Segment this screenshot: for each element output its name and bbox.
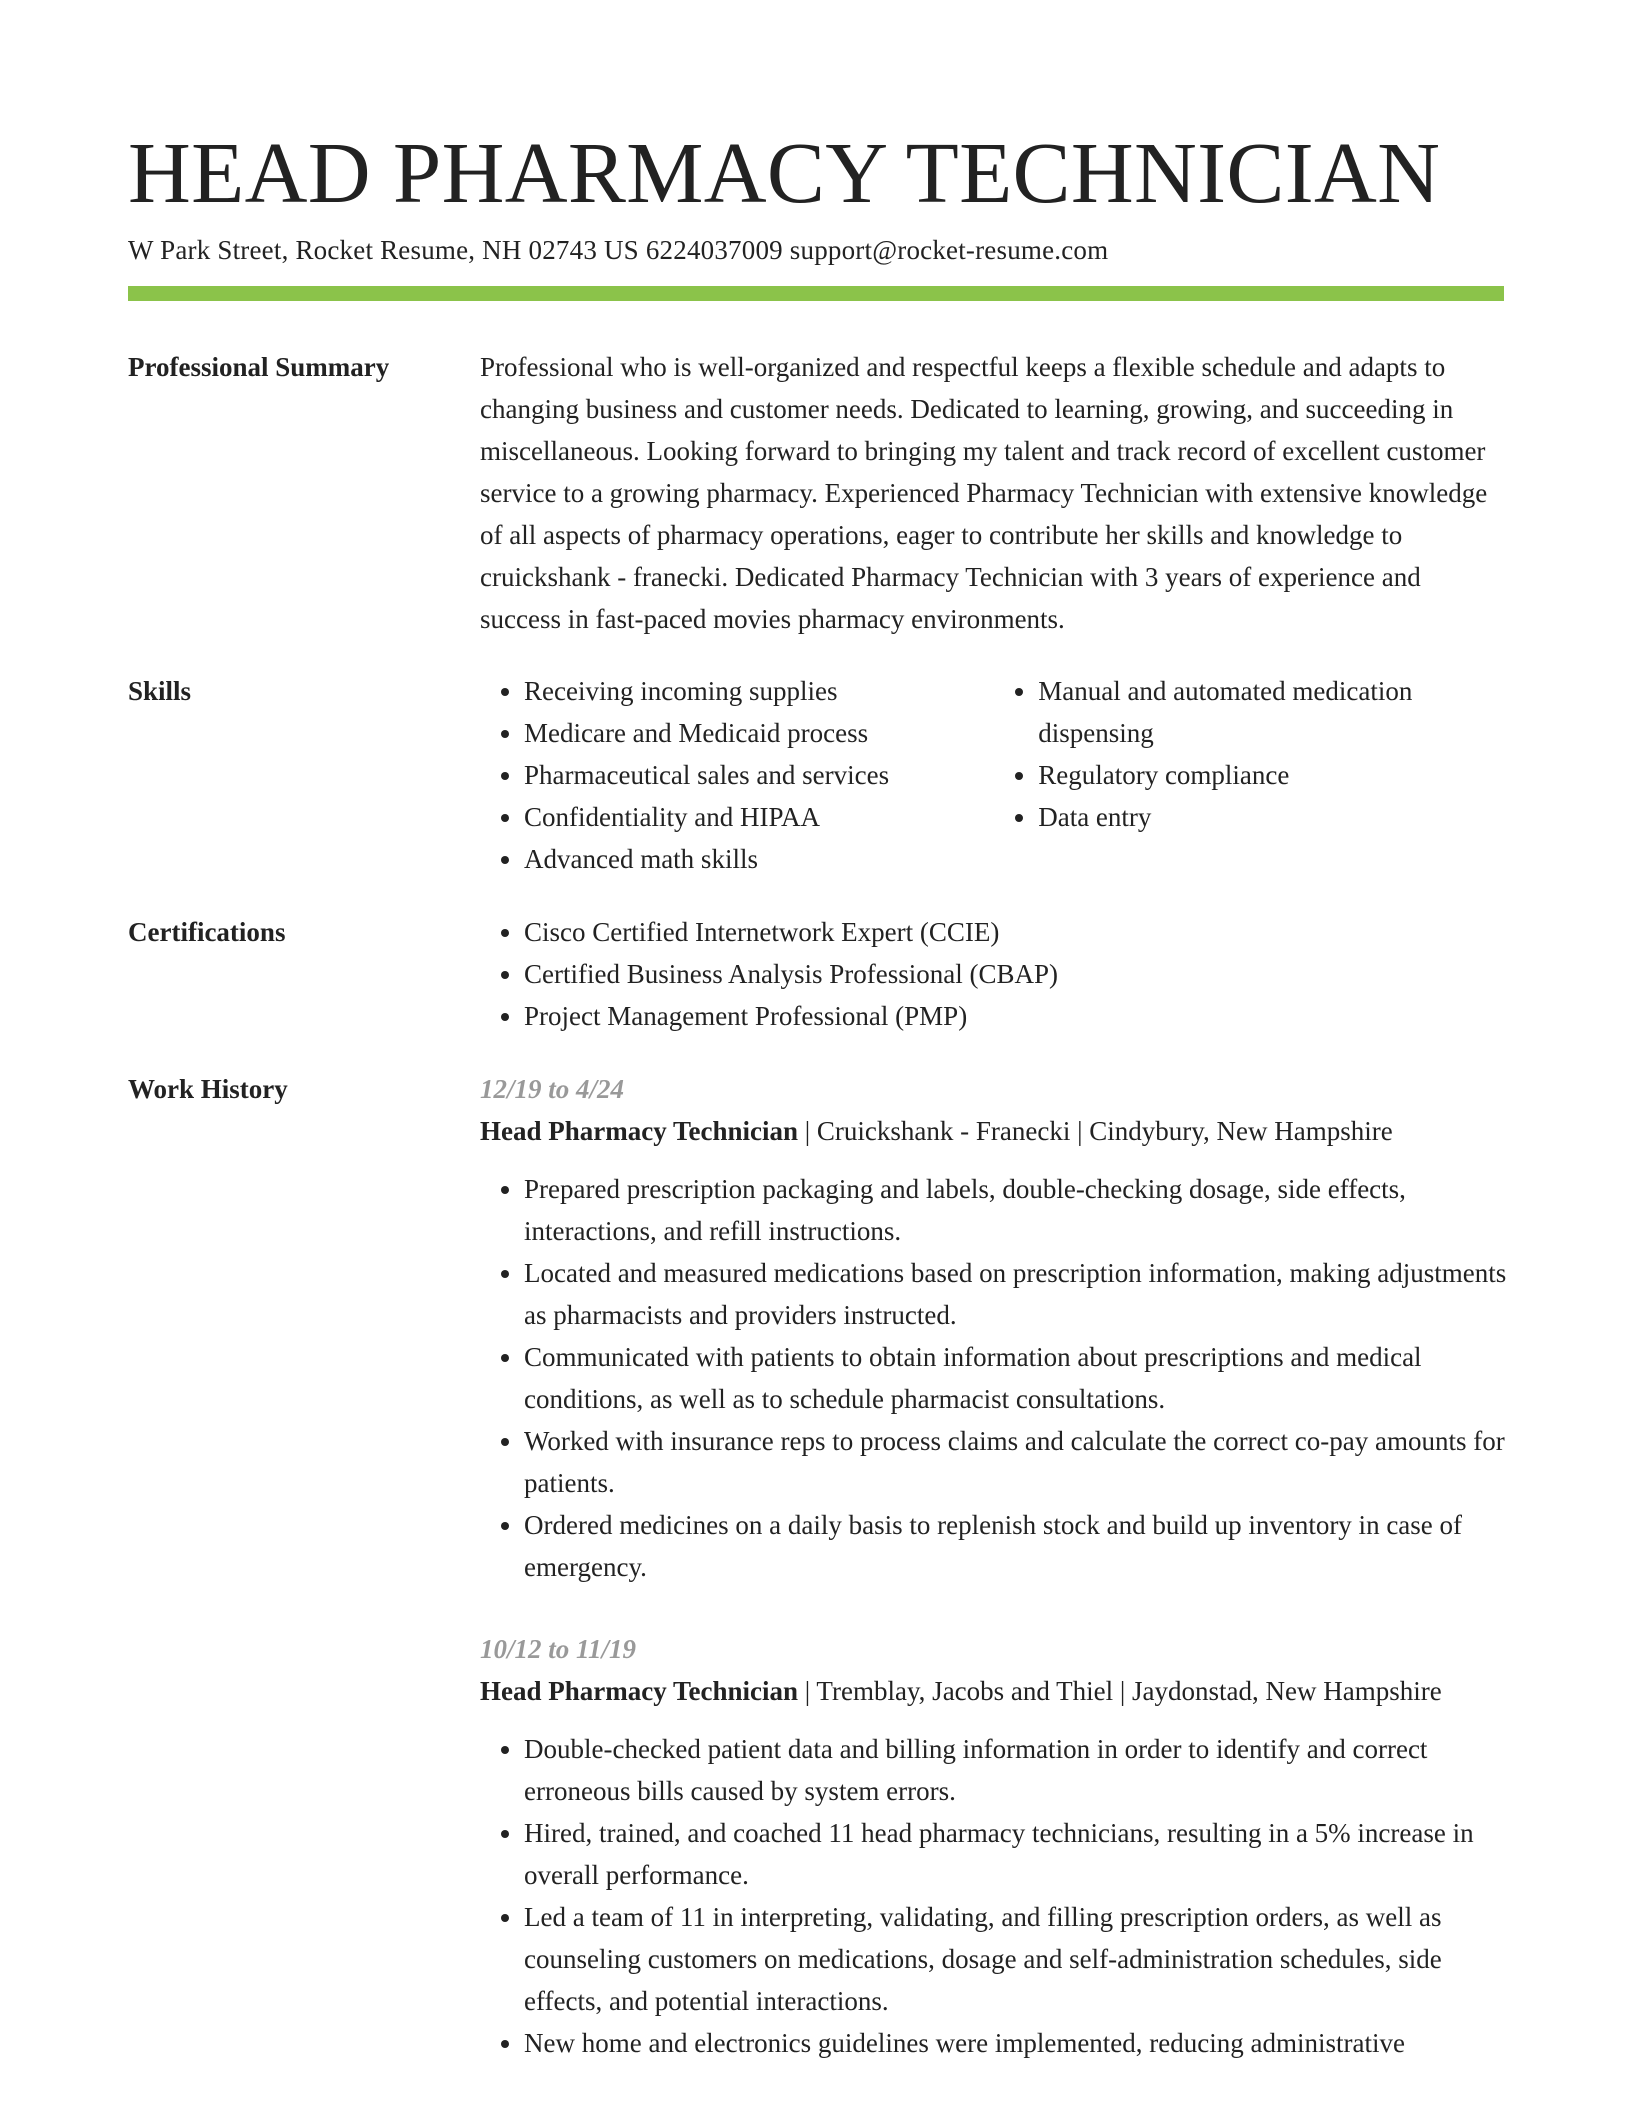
skill-item: • Manual and automated medication dispensing (1038, 670, 1508, 754)
skill-item: • Data entry (1038, 796, 1508, 838)
job-bullet: • New home and electronics guidelines were implemented, reducing administrative (524, 2022, 1508, 2064)
skills-body (480, 670, 1508, 880)
certifications-body (480, 911, 1508, 1037)
job-employer-location: | Tremblay, Jacobs and Thiel | Jaydonstad, New Hampshire (798, 1676, 1442, 1706)
skill-item: • Regulatory compliance (1038, 754, 1508, 796)
job-bullets (480, 1168, 1508, 1588)
skills-list-right (994, 670, 1508, 880)
certification-item: • Cisco Certified Internetwork Expert (CCIE) (524, 911, 1508, 953)
certification-item: • Certified Business Analysis Professional (CBAP) (524, 953, 1508, 995)
accent-divider (128, 286, 1504, 301)
certifications-list (480, 911, 1508, 1037)
summary-body (480, 346, 1508, 640)
job-dates: 10/12 to 11/19 (480, 1634, 637, 1664)
skill-item: • Advanced math skills (524, 838, 974, 880)
skill-item: • Receiving incoming supplies (524, 670, 974, 712)
certifications-title: Certifications (128, 917, 286, 947)
certification-item: • Project Management Professional (PMP) (524, 995, 1508, 1037)
contact-line: W Park Street, Rocket Resume, NH 02743 US 6224037009 support@rocket-resume.com (128, 235, 1109, 265)
job-bullet: • Located and measured medications based on prescription information, making adjustments as pharmacists and providers instructed. (524, 1252, 1508, 1336)
summary-title: Professional Summary (128, 352, 390, 382)
job-entry (480, 1628, 1508, 2064)
job-bullet: • Led a team of 11 in interpreting, validating, and filling prescription orders, as well as counseling customers on medications, dosage and self-administration schedules, side effects, and potential interactions. (524, 1896, 1508, 2022)
job-employer-location: | Cruickshank - Franecki | Cindybury, New Hampshire (798, 1116, 1393, 1146)
job-entry (480, 1068, 1508, 1588)
job-title: Head Pharmacy Technician (480, 1676, 799, 1706)
job-bullet: • Prepared prescription packaging and labels, double-checking dosage, side effects, interactions, and refill instructions. (524, 1168, 1508, 1252)
job-dates: 12/19 to 4/24 (480, 1074, 625, 1104)
job-bullet: • Communicated with patients to obtain information about prescriptions and medical conditions, as well as to schedule pharmacist consultations. (524, 1336, 1508, 1420)
skills-list-left (480, 670, 974, 880)
job-bullet: • Hired, trained, and coached 11 head pharmacy technicians, resulting in a 5% increase in overall performance. (524, 1812, 1508, 1896)
job-title: Head Pharmacy Technician (480, 1116, 799, 1146)
work-history-body (480, 1068, 1508, 2064)
skills-title: Skills (128, 676, 192, 706)
job-heading (480, 1670, 1508, 1712)
job-bullet: • Double-checked patient data and billing information in order to identify and correct erroneous bills caused by system errors. (524, 1728, 1508, 1812)
job-bullet: • Worked with insurance reps to process claims and calculate the correct co-pay amounts for patients. (524, 1420, 1508, 1504)
job-bullets (480, 1728, 1508, 2064)
skill-item: • Pharmaceutical sales and services (524, 754, 974, 796)
resume-name-heading: HEAD PHARMACY TECHNICIAN (128, 124, 1441, 221)
skill-item: • Confidentiality and HIPAA (524, 796, 974, 838)
job-bullet: • Ordered medicines on a daily basis to replenish stock and build up inventory in case of emergency. (524, 1504, 1508, 1588)
summary-text: Professional who is well-organized and respectful keeps a flexible schedule and adapts to changing business and customer needs. Dedicated to learning, growing, and succeeding in miscellaneous. Looking forward to bringing my talent and track record of excellent customer service to a growing pharmacy. Experienced Pharmacy Technician with extensive knowledge of all aspects of pharmacy operations, eager to contribute her skills and knowledge to cruickshank - franecki. Dedicated Pharmacy Technician with 3 years of experience and success in fast-paced movies pharmacy environments. (480, 352, 1488, 634)
skill-item: • Medicare and Medicaid process (524, 712, 974, 754)
job-heading (480, 1110, 1508, 1152)
work-history-title: Work History (128, 1074, 288, 1104)
